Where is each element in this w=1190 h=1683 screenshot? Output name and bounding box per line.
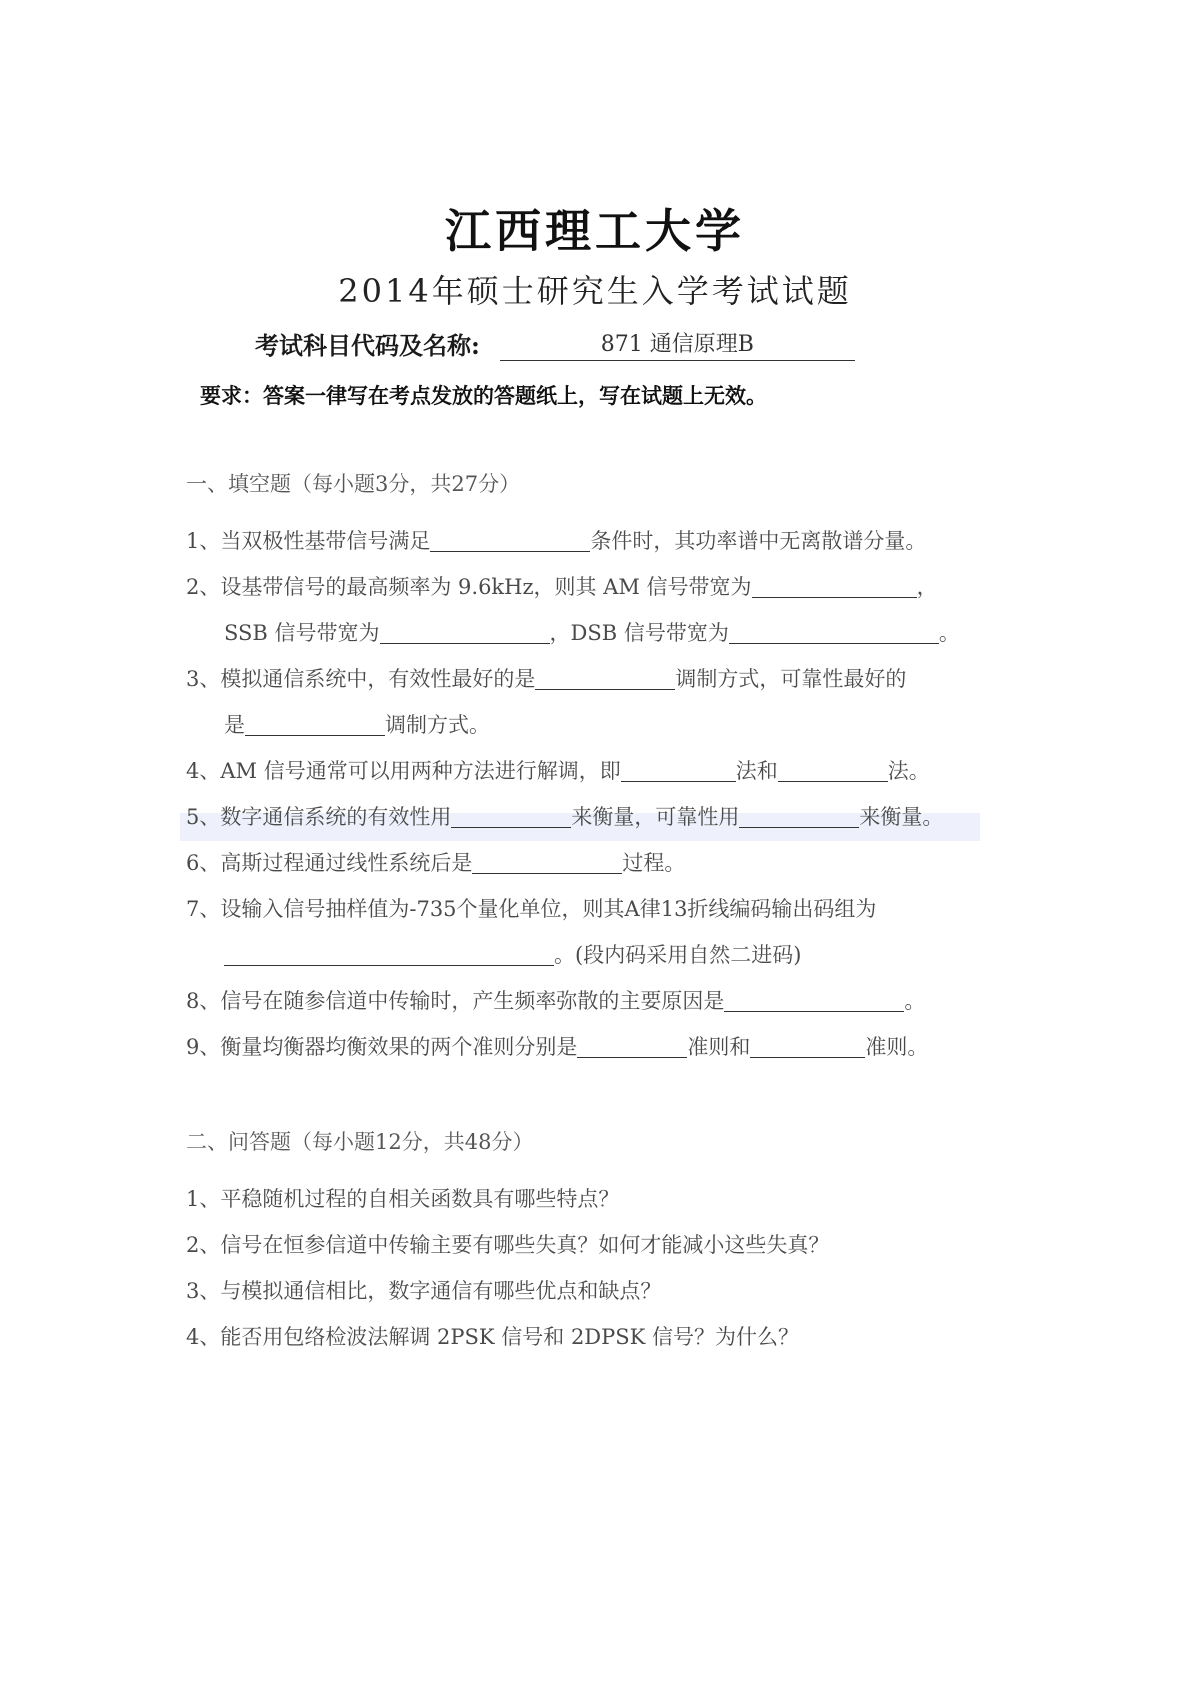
section1-question-2-line1	[186, 572, 938, 602]
answer-blank	[224, 945, 554, 966]
section2-heading: 二、问答题（每小题12分，共48分）	[186, 1130, 534, 1154]
answer-blank	[535, 669, 675, 690]
section2-question-4: 4、能否用包络检波法解调 2PSK 信号和 2DPSK 信号？为什么？	[186, 1325, 800, 1349]
section1-question-8	[186, 986, 925, 1016]
q9-text-a: 9、衡量均衡器均衡效果的两个准则分别是	[186, 1035, 578, 1059]
q5-text-b: 来衡量，可靠性用	[571, 805, 740, 829]
q6-text-b: 过程。	[622, 851, 686, 875]
section1-question-1	[186, 526, 926, 556]
q8-text-a: 8、信号在随参信道中传输时，产生频率弥散的主要原因是	[186, 989, 725, 1013]
section1-question-4	[186, 756, 930, 786]
answer-blank	[472, 853, 622, 874]
q7-line2-text: 。(段内码采用自然二进码)	[554, 943, 802, 967]
answer-blank	[739, 807, 859, 828]
answer-blank	[245, 715, 385, 736]
section1-question-2-line2	[224, 618, 960, 648]
section1-question-3-line1	[186, 664, 906, 694]
q3-line2-text-a: 是	[224, 713, 245, 737]
section1-question-7-line1: 7、设输入信号抽样值为-735个量化单位，则其A律13折线编码输出码组为	[186, 897, 877, 921]
q3-text-b: 调制方式，可靠性最好的	[675, 667, 907, 691]
q1-text-b: 条件时，其功率谱中无离散谱分量。	[590, 529, 927, 553]
q4-text-b: 法和	[735, 759, 778, 783]
q2-line2-text-b: ，DSB 信号带宽为	[549, 621, 729, 645]
subject-label: 考试科目代码及名称:	[255, 331, 480, 360]
q4-text-c: 法。	[887, 759, 930, 783]
requirement-note: 要求：答案一律写在考点发放的答题纸上，写在试题上无效。	[200, 384, 767, 408]
q5-text-a: 5、数字通信系统的有效性用	[186, 805, 452, 829]
answer-blank	[724, 991, 904, 1012]
answer-blank	[380, 623, 550, 644]
section1-question-7-line2	[224, 940, 801, 970]
exam-title: 2014年硕士研究生入学考试试题	[338, 272, 852, 310]
subject-row	[255, 326, 855, 361]
section2-question-2: 2、信号在恒参信道中传输主要有哪些失真？如何才能减小这些失真？	[186, 1233, 830, 1257]
q3-text-a: 3、模拟通信系统中，有效性最好的是	[186, 667, 536, 691]
section1-question-6	[186, 848, 685, 878]
q6-text-a: 6、高斯过程通过线性系统后是	[186, 851, 473, 875]
subject-value: 871 通信原理B	[500, 327, 855, 361]
q8-text-b: 。	[904, 989, 926, 1013]
section1-heading: 一、填空题（每小题3分，共27分）	[186, 472, 521, 496]
answer-blank	[752, 577, 917, 598]
section1-question-5	[186, 802, 943, 832]
section2-question-1: 1、平稳随机过程的自相关函数具有哪些特点？	[186, 1187, 620, 1211]
answer-blank	[451, 807, 571, 828]
answer-blank	[430, 531, 590, 552]
section1-question-9	[186, 1032, 928, 1062]
q4-text-a: 4、AM 信号通常可以用两种方法进行解调，即	[186, 759, 621, 783]
answer-blank	[729, 623, 939, 644]
q9-text-c: 准则。	[865, 1035, 929, 1059]
answer-blank	[621, 761, 736, 782]
q2-text-b: ，	[916, 575, 938, 599]
answer-blank	[778, 761, 888, 782]
q3-line2-text-b: 调制方式。	[385, 713, 490, 737]
q5-text-c: 来衡量。	[859, 805, 944, 829]
q1-text-a: 1、当双极性基带信号满足	[186, 529, 431, 553]
q2-line2-text-c: 。	[938, 621, 960, 645]
section1-question-3-line2	[224, 710, 490, 740]
answer-blank	[577, 1037, 687, 1058]
q2-line2-text-a: SSB 信号带宽为	[224, 621, 380, 645]
school-name: 江西理工大学	[445, 204, 745, 258]
answer-blank	[750, 1037, 865, 1058]
section2-question-3: 3、与模拟通信相比，数字通信有哪些优点和缺点？	[186, 1279, 662, 1303]
q9-text-b: 准则和	[687, 1035, 751, 1059]
q2-text-a: 2、设基带信号的最高频率为 9.6kHz，则其 AM 信号带宽为	[186, 575, 752, 599]
